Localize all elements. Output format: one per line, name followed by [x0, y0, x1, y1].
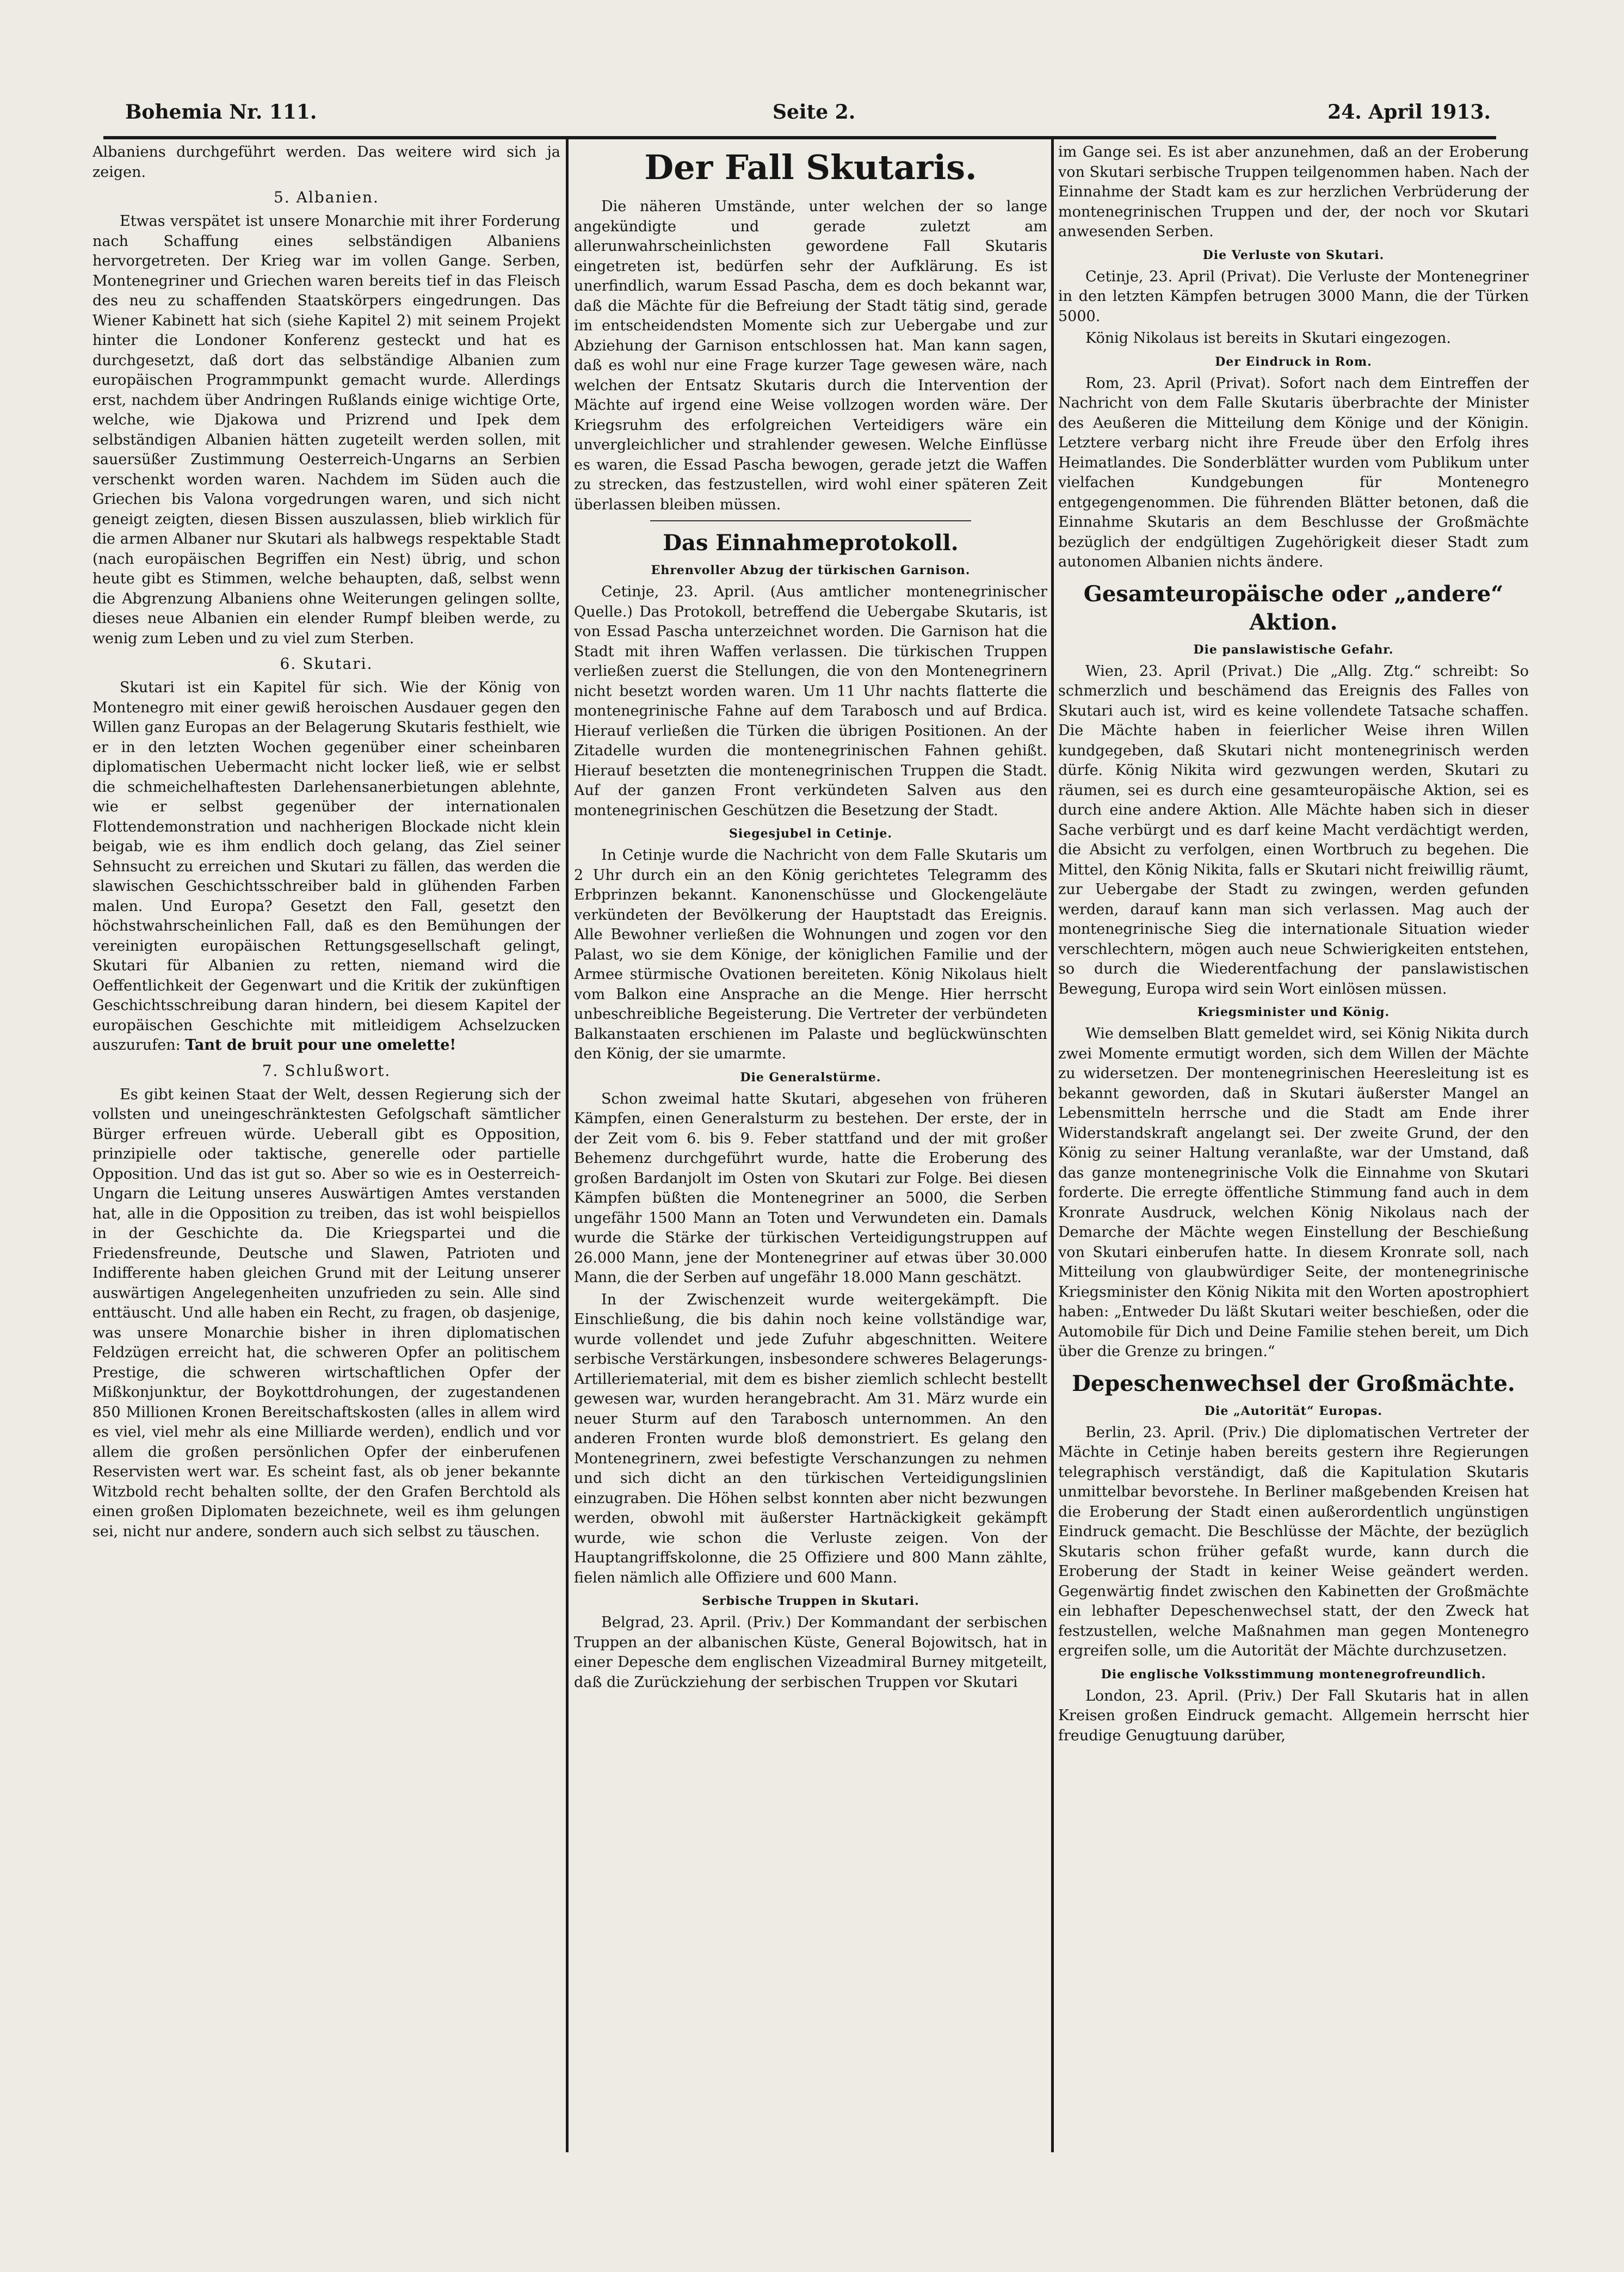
subheading: Serbische Truppen in Skutari.: [702, 1594, 919, 1608]
column-rule-2: [1051, 139, 1054, 2152]
paragraph: Belgrad, 23. April. (Priv.) Der Kommandant der serbischen Truppen an der albanischen Küste, General Bojowitsch, hat in einer Depesche dem englischen Vizeadmiral Burney mitgeteilt, daß die Zurückziehung der serbischen Truppen vor Skutari: [574, 1614, 1047, 1691]
paragraph: Cetinje, 23. April. (Aus amtlicher montenegrinischer Quelle.) Das Protokoll, betreffend die Uebergabe Skutaris, ist von Essad Pascha unterzeichnet worden. Die Garnison hat die Stadt mit ihren Waffen verlassen. Die türkischen Truppen verließen zuerst die Stellungen, die von den Montenegrinern nicht besetzt worden waren. Um 11 Uhr nachts flatterte die montenegrinische Fahne auf dem Tarabosch und auf Brdica. Hierauf verließen die Türken die übrigen Positionen. An der Zitadelle wurden die montenegrinischen Fahnen gehißt. Hierauf besetzten die montenegrinischen Truppen die Stadt. Auf der ganzen Front verkündeten Salven aus den montenegrinischen Geschützen die Besetzung der Stadt.: [574, 583, 1047, 819]
paragraph: Die näheren Umstände, unter welchen der so lange angekündigte und gerade zuletzt am allerunwahrscheinlichsten gewordene Fall Skutaris eingetreten ist, bedürfen sehr der Aufklärung. Es ist unerfindlich, warum Essad Pascha, dem es doch bekannt war, daß die Mächte für die Befreiung der Stadt tätig sind, gerade im entscheidendsten Momente sich zur Uebergabe und zur Abziehung der Garnison entschlossen hat. Man kann sagen, daß es wohl nur eine Frage kurzer Tage gewesen wäre, nach welchen der Entsatz Skutaris durch die Intervention der Mächte auf irgend eine Weise vollzogen worden wäre. Der Kriegsruhm des erfolgreichen Verteidigers wäre ein unvergleichlicher und strahlender gewesen. Welche Einflüsse es waren, die Essad Pascha bewogen, gerade jetzt die Waffen zu strecken, das festzustellen, wird wohl einer späteren Zeit überlassen bleiben müssen.: [574, 198, 1047, 513]
column-rule-1: [566, 139, 569, 2152]
paragraph: Berlin, 23. April. (Priv.) Die diplomatischen Vertreter der Mächte in Cetinje haben bereits gestern ihre Regierungen telegraphisch verständigt, daß die Kapitulation Skutaris unmittelbar bevorstehe. In Berliner maßgebenden Kreisen hat die Eroberung der Stadt einen außerordentlich ungünstigen Eindruck gemacht. Die Beschlüsse der Mächte, der bezüglich Skutaris schon früher gefaßt wurde, kann durch die Eroberung der Stadt in keiner Weise geändert werden. Gegenwärtig findet zwischen den Kabinetten der Großmächte ein lebhafter Depeschenwechsel statt, der den Zweck hat festzustellen, welche Maßnahmen man gegen Montenegro ergreifen solle, um die Autorität der Mächte durchzusetzen.: [1058, 1424, 1529, 1659]
paragraph: In der Zwischenzeit wurde weitergekämpft. Die Einschließung, die bis dahin noch keine vollständige war, wurde vollendet und jede Zufuhr abgeschnitten. Weitere serbische Verstärkungen, insbesondere schweres Belagerungs-Artilleriematerial, mit dem es bisher ziemlich schlecht bestellt gewesen war, wurden herangebracht. Am 31. März wurde ein neuer Sturm auf den Tarabosch unternommen. An den anderen Fronten wurde bloß demonstriert. Es gelang den Montenegrinern, zwei befestigte Verschanzungen zu nehmen und sich dicht an den türkischen Verteidigungslinien einzugraben. Die Höhen selbst konnten aber nicht bezwungen werden, obwohl mit äußerster Hartnäckigkeit gekämpft wurde, wie schon die Verluste zeigen. Von der Hauptangriffskolonne, die 25 Offiziere und 800 Mann zählte, fielen nämlich alle Offiziere und 600 Mann.: [574, 1291, 1047, 1586]
divider: [650, 520, 971, 521]
section-heading-albanien: 5. Albanien.: [274, 188, 379, 206]
page-number: Seite 2.: [773, 101, 856, 124]
french-quote: Tant de bruit pour une omelette!: [185, 1037, 456, 1054]
column-1: [92, 143, 560, 2156]
subheading: Die panslawistische Gefahr.: [1193, 642, 1394, 657]
paragraph: [92, 678, 560, 1056]
subheading: Kriegsminister und König.: [1197, 1005, 1390, 1019]
paragraph: In Cetinje wurde die Nachricht von dem Falle Skutaris um 2 Uhr durch ein an den König gerichtetes Telegramm des Erbprinzen bekannt. Kanonenschüsse und Glockengeläute verkündeten der Bevölkerung der Hauptstadt das Ereignis. Alle Bewohner verließen die Wohnungen und zogen vor den Palast, wo sie dem Könige, der königlichen Familie und der Armee stürmische Ovationen bereiteten. König Nikolaus hielt vom Balkon eine Ansprache an die Menge. Hier herrscht unbeschreibliche Begeisterung. Die Vertreter der verbündeten Balkanstaaten erschienen im Palaste und beglückwünschten den König, der sie umarmte.: [574, 847, 1047, 1062]
paragraph: König Nikolaus ist bereits in Skutari eingezogen.: [1085, 330, 1451, 347]
header-rule: [103, 136, 1496, 139]
paragraph: Wie demselben Blatt gemeldet wird, sei König Nikita durch zwei Momente ermutigt worden, sich dem Willen der Mächte zu widersetzen. Der montenegrinischen Heeresleitung ist es bekannt geworden, daß in Skutari äußerster Mangel an Lebensmitteln herrsche und die Stadt am Ende ihrer Widerstandskraft angelangt sei. Der zweite Grund, der den König zu seiner Haltung veranlaßte, war der Umstand, daß das ganze montenegrinische Volk die Einnahme von Skutari forderte. Die erregte öffentliche Stimmung fand auch in dem Kronrate Ausdruck, welchen König Nikolaus nach der Demarche der Mächte wegen Einstellung der Beschießung von Skutari einberufen hatte. In diesem Kronrate soll, nach Mitteilung von glaubwürdiger Seite, der montenegrinische Kriegsminister den König Nikita mit den Worten apostrophiert haben: „Entweder Du läßt Skutari weiter beschießen, oder die Automobile für Dich und Deine Familie stehen bereit, um Dich über die Grenze zu bringen.“: [1058, 1025, 1529, 1360]
issue-date: 24. April 1913.: [1327, 101, 1491, 124]
section-heading-schlusswort: 7. Schlußwort.: [262, 1061, 391, 1080]
subheading: Die Verluste von Skutari.: [1202, 248, 1385, 262]
subheading: Die Generalstürme.: [740, 1070, 881, 1085]
section-heading-skutari: 6. Skutari.: [280, 655, 373, 673]
subheading: Die englische Volksstimmung montenegrofreundlich.: [1101, 1667, 1486, 1682]
paragraph: Es gibt keinen Staat der Welt, dessen Regierung sich der vollsten und uneingeschränktesten Gefolgschaft sämtlicher Bürger erfreuen würde. Ueberall gibt es Opposition, prinzipielle oder taktische, generelle oder partielle Opposition. Und das ist gut so. Aber so wie es in Oesterreich-Ungarn die Leitung unseres Auswärtigen Amtes verstanden hat, alle in die Opposition zu treiben, das ist wohl beispiellos in der Geschichte da. Die Kriegspartei und die Friedensfreunde, Deutsche und Slawen, Patrioten und Indifferente haben gleichen Grund mit der Leitung unserer auswärtigen Angelegenheiten unzufrieden zu sein. Alle sind enttäuscht. Und alle haben ein Recht, zu fragen, ob dasjenige, was unsere Monarchie bisher in ihren diplomatischen Feldzügen erreicht hat, die schweren Opfer an politischem Prestige, die schweren wirtschaftlichen Opfer der Mißkonjunktur, der Boykottdrohungen, der zugestandenen 850 Millionen Kronen Bereitschaftskosten (alles in allem wird es viel, viel mehr als eine Milliarde werden), endlich und vor allem die großen persönlichen Opfer der einberufenen Reservisten wert war. Es scheint fast, als ob jener bekannte Witzbold recht behalten sollte, der den Grafen Berchtold als einen großen Diplomaten bezeichnete, weil es ihm gelungen sei, nicht nur andere, sondern auch sich selbst zu täuschen.: [92, 1086, 560, 1540]
subheading: Siegesjubel in Cetinje.: [728, 827, 892, 841]
column-2: [574, 143, 1047, 2156]
paragraph-text: Skutari ist ein Kapitel für sich. Wie der König von Montenegro mit einer gewiß heroischen Ausdauer gegen den Willen ganz Europas an der Belagerung Skutaris festhielt, wie er in den letzten Wochen gegenüber einer scheinbaren diplomatischen Uebermacht nicht locker ließ, wie er selbst die schmeichelhaftesten Darlehensanerbietungen ablehnte, wie er selbst gegenüber der internationalen Flottendemonstration und nachherigen Blockade nicht klein beigab, wie es ihm endlich doch gelang, das Ziel seiner Sehnsucht zu erreichen und Skutari zu fällen, das werden die slawischen Geschichtsschreiber bald in glühenden Farben malen. Und Europa? Gesetzt den Fall, gesetzt den höchstwahrscheinlichen Fall, daß es den Bemühungen der vereinigten europäischen Rettungsgesellschaft gelingt, Skutari für Albanien zu retten, niemand wird die Oeffentlichkeit der Gegenwart und die Kritik der zukünftigen Geschichtsschreibung daran hindern, bei diesem Kapitel der europäischen Geschichte mit mitleidigem Achselzucken auszurufen:: [92, 679, 560, 1054]
column-3: [1058, 143, 1529, 2156]
newspaper-name: Bohemia Nr. 111.: [125, 101, 317, 124]
article-heading-aktion: Gesamteuropäische oder „andere“ Aktion.: [1083, 581, 1504, 635]
paragraph: London, 23. April. (Priv.) Der Fall Skutaris hat in allen Kreisen großen Eindruck gemacht. Allgemein herrscht hier freudige Genugtuung darüber,: [1058, 1687, 1529, 1744]
paragraph: Wien, 23. April (Privat.) Die „Allg. Ztg.“ schreibt: So schmerzlich und beschämend das Ereignis des Falles von Skutari auch ist, wird es keine vollendete Tatsache schaffen. Die Mächte haben in feierlicher Weise ihren Willen kundgegeben, daß Skutari nicht montenegrinisch werden dürfe. König Nikita wird gezwungen werden, Skutari zu räumen, sei es durch eine gesamteuropäische Aktion, sei es durch eine andere Aktion. Alle Mächte haben sich in dieser Sache verbürgt und es darf keine Macht verdächtigt werden, die Absicht zu verfolgen, einen Wortbruch zu begehen. Die Mittel, den König Nikita, falls er Skutari nicht freiwillig räumt, zur Uebergabe der Stadt zu zwingen, werden gefunden werden, darauf kann man sich verlassen. Mag auch der montenegrinische Sieg die internationale Situation wieder verschlechtern, mögen auch neue Schwierigkeiten entstehen, so durch die Wiederentfachung der panslawistischen Bewegung, Europa wird sein Wort einlösen müssen.: [1058, 662, 1529, 998]
paragraph: Etwas verspätet ist unsere Monarchie mit ihrer Forderung nach Schaffung eines selbständigen Albaniens hervorgetreten. Der Krieg war im vollen Gange. Serben, Montenegriner und Griechen waren bereits tief in das Fleisch des neu zu schaffenden Staatskörpers eingedrungen. Das Wiener Kabinett hat sich (siehe Kapitel 2) mit seinem Projekt hinter die Londoner Konferenz gesteckt und hat es durchgesetzt, daß dort das selbständige Albanien zum europäischen Programmpunkt gemacht wurde. Allerdings erst, nachdem über Andringen Rußlands einige wichtige Orte, welche, wie Djakowa und Prizrend und Ipek dem selbständigen Albanien hätten zugeteilt werden sollen, mit sauersüßer Zustimmung Oesterreich-Ungarns an Serbien verschenkt worden waren. Nachdem im Süden auch die Griechen bis Valona vorgedrungen waren, und sich nicht geneigt zeigten, diesen Bissen auszulassen, blieb wirklich für die armen Albaner nur Skutari als halbwegs respektable Stadt (nach europäischen Begriffen ein Nest) übrig, und schon heute gibt es Stimmen, welche behaupten, daß, selbst wenn die Abgrenzung Albaniens ohne Weiterungen gelingen sollte, dieses neue Albanien ein elender Rumpf bleiben werde, zu wenig zum Leben und zu viel zum Sterben.: [92, 213, 560, 647]
main-headline: Der Fall Skutaris.: [644, 147, 977, 187]
paragraph: Cetinje, 23. April (Privat). Die Verluste der Montenegriner in den letzten Kämpfen betrugen 3000 Mann, die der Türken 5000.: [1058, 268, 1529, 325]
paragraph: Albaniens durchgeführt werden. Das weitere wird sich ja zeigen.: [92, 144, 560, 181]
paragraph: Schon zweimal hatte Skutari, abgesehen von früheren Kämpfen, einen Generalsturm zu bestehen. Der erste, der in der Zeit vom 6. bis 9. Feber stattfand und der mit großer Behemenz durchgeführt wurde, hatte die Eroberung des großen Bardanjolt im Osten von Skutari zur Folge. Bei diesen Kämpfen büßten die Montenegriner an 5000, die Serben ungefähr 1500 Mann an Toten und Verwundeten ein. Damals wurde die Stärke der türkischen Verteidigungstruppen auf 26.000 Mann, jene der Montenegriner auf etwas über 30.000 Mann, die der Serben auf ungefähr 18.000 Mann geschätzt.: [574, 1090, 1047, 1286]
paragraph: im Gange sei. Es ist aber anzunehmen, daß an der Eroberung von Skutari serbische Truppen teilgenommen haben. Nach der Einnahme der Stadt kam es zur herzlichen Verbrüderung der montenegrinischen Truppen und der, der noch vor Skutari anwesenden Serben.: [1058, 144, 1529, 240]
article-heading-depeschen: Depeschenwechsel der Großmächte.: [1072, 1370, 1515, 1396]
page-header: [103, 95, 1496, 133]
article-heading-protokoll: Das Einnahmeprotokoll.: [663, 530, 959, 556]
subheading: Ehrenvoller Abzug der türkischen Garnison.: [651, 563, 971, 577]
paragraph: Rom, 23. April (Privat). Sofort nach dem Eintreffen der Nachricht von dem Falle Skutaris überbrachte der Minister des Aeußeren die Mitteilung dem Könige und der Königin. Letztere verbarg nicht ihre Freude über den Erfolg ihres Heimatlandes. Die Sonderblätter wurden vom Publikum unter vielfachen Kundgebungen für Montenegro entgegengenommen. Die führenden Blätter betonen, daß die Einnahme Skutaris an dem Beschlusse der Großmächte bezüglich der endgültigen Zugehörigkeit dieser Stadt zum autonomen Albanien nichts ändere.: [1058, 374, 1529, 570]
subheading: Die „Autorität“ Europas.: [1204, 1403, 1383, 1418]
subheading: Der Eindruck in Rom.: [1215, 354, 1372, 369]
